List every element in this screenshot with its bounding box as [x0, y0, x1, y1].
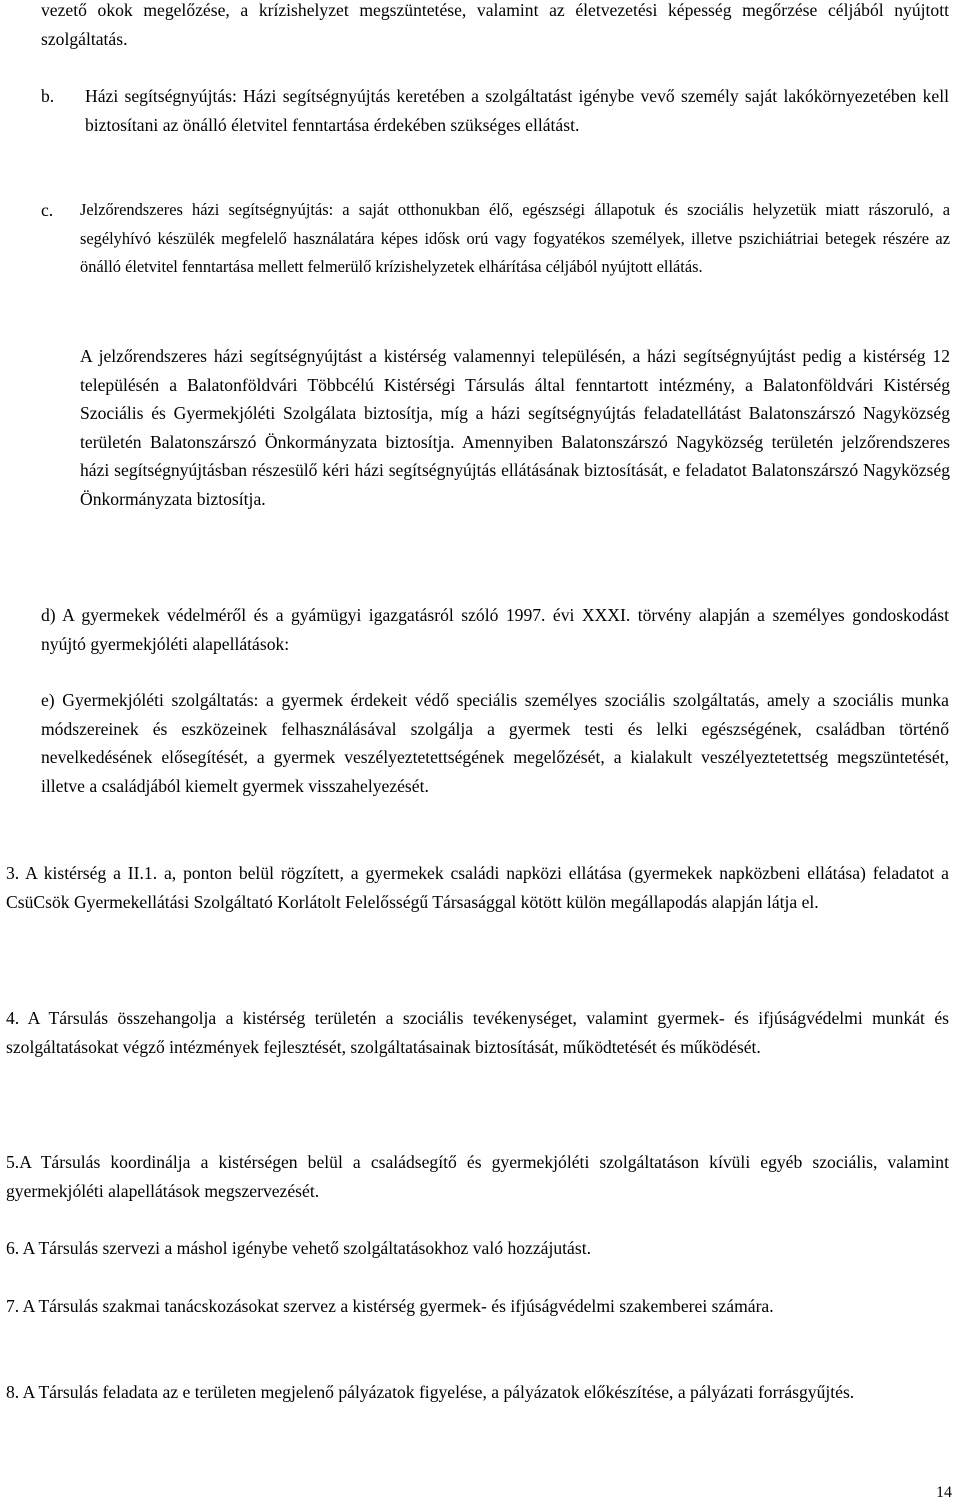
- item-3-paragraph: 3. A kistérség a II.1. a, ponton belül rögzített, a gyermekek családi napközi ellátása (gyermekek napközbeni ellátása) feladatot a CsüCsök Gyermekellátási Szolgáltató Korlátolt Felelősségű Társasággal kötött külön megállapodás alapján látja el.: [6, 863, 949, 912]
- item-5-paragraph: 5.A Társulás koordinálja a kistérségen belül a családsegítő és gyermekjóléti szolgáltatáson kívüli egyéb szociális, valamint gyermekjóléti alapellátások megszervezését.: [6, 1152, 949, 1201]
- page-number: 14: [936, 1484, 952, 1501]
- item-8-paragraph: 8. A Társulás feladata az e területen megjelenő pályázatok figyelése, a pályázatok előkészítése, a pályázati forrásgyűjtés.: [6, 1382, 855, 1402]
- item-e-paragraph: e) Gyermekjóléti szolgáltatás: a gyermek érdekeit védő speciális személyes szociális szolgáltatás, amely a szociális munka módszereinek és eszközeinek felhasználásával szolgálja a gyermek testi és lelki egészségének, családban történő nevelkedésének elősegítését, a gyermek veszélyeztetettségének megelőzését, a kialakult veszélyeztetettség megszüntetését, illetve a családjából kiemelt gyermek visszahelyezését.: [41, 690, 949, 796]
- item-4-paragraph: 4. A Társulás összehangolja a kistérség területén a szociális tevékenységet, valamint gyermek- és ifjúságvédelmi munkát és szolgáltatásokat végző intézmények fejlesztését, szolgáltatásainak biztosítását, működtetését és működését.: [6, 1008, 949, 1057]
- item-c-marker: c.: [41, 200, 54, 220]
- item-c-paragraph: Jelzőrendszeres házi segítségnyújtás: a saját otthonukban élő, egészségi állapotuk és szociális helyzetük miatt rászoruló, a segélyhívó készülék megfelelő használatára képes idősk orú vagy fogyatékos személyek, illetve pszichiátriai betegek részére az önálló életvitel fenntartása mellett felmerülő krízishelyzetek elhárítása céljából nyújtott ellátás.: [80, 200, 950, 277]
- item-6-paragraph: 6. A Társulás szervezi a máshol igénybe vehető szolgáltatásokhoz való hozzájutást.: [6, 1238, 591, 1258]
- item-c-second-paragraph: A jelzőrendszeres házi segítségnyújtást a kistérség valamennyi településén, a házi segítségnyújtást pedig a kistérség 12 településén a Balatonföldvári Többcélú Kistérségi Társulás által fenntartott intézmény, a Balatonföldvári Kistérség Szociális és Gyermekjóléti Szolgálata biztosítja, míg a házi segítségnyújtás feladatellátást Balatonszárszó Nagyközség területén Balatonszárszó Önkormányzata biztosítja. Amennyiben Balatonszárszó Nagyközség területén jelzőrendszeres házi segítségnyújtásban részesülő kéri házi segítségnyújtás ellátásának biztosítását, e feladatot Balatonszárszó Nagyközség Önkormányzata biztosítja.: [80, 346, 950, 509]
- item-b-marker: b.: [41, 86, 55, 106]
- item-b-paragraph: Házi segítségnyújtás: Házi segítségnyújtás keretében a szolgáltatást igénybe vevő személy saját lakókörnyezetében kell biztosítani az önálló életvitel fenntartása érdekében szükséges ellátást.: [85, 86, 949, 135]
- item-d-paragraph: d) A gyermekek védelméről és a gyámügyi igazgatásról szóló 1997. évi XXXI. törvény alapján a személyes gondoskodást nyújtó gyermekjóléti alapellátások:: [41, 605, 949, 654]
- intro-paragraph-tail: vezető okok megelőzése, a krízishelyzet megszüntetése, valamint az életvezetési képesség megőrzése céljából nyújtott szolgáltatás.: [41, 0, 949, 49]
- item-7-paragraph: 7. A Társulás szakmai tanácskozásokat szervez a kistérség gyermek- és ifjúságvédelmi szakemberei számára.: [6, 1296, 774, 1316]
